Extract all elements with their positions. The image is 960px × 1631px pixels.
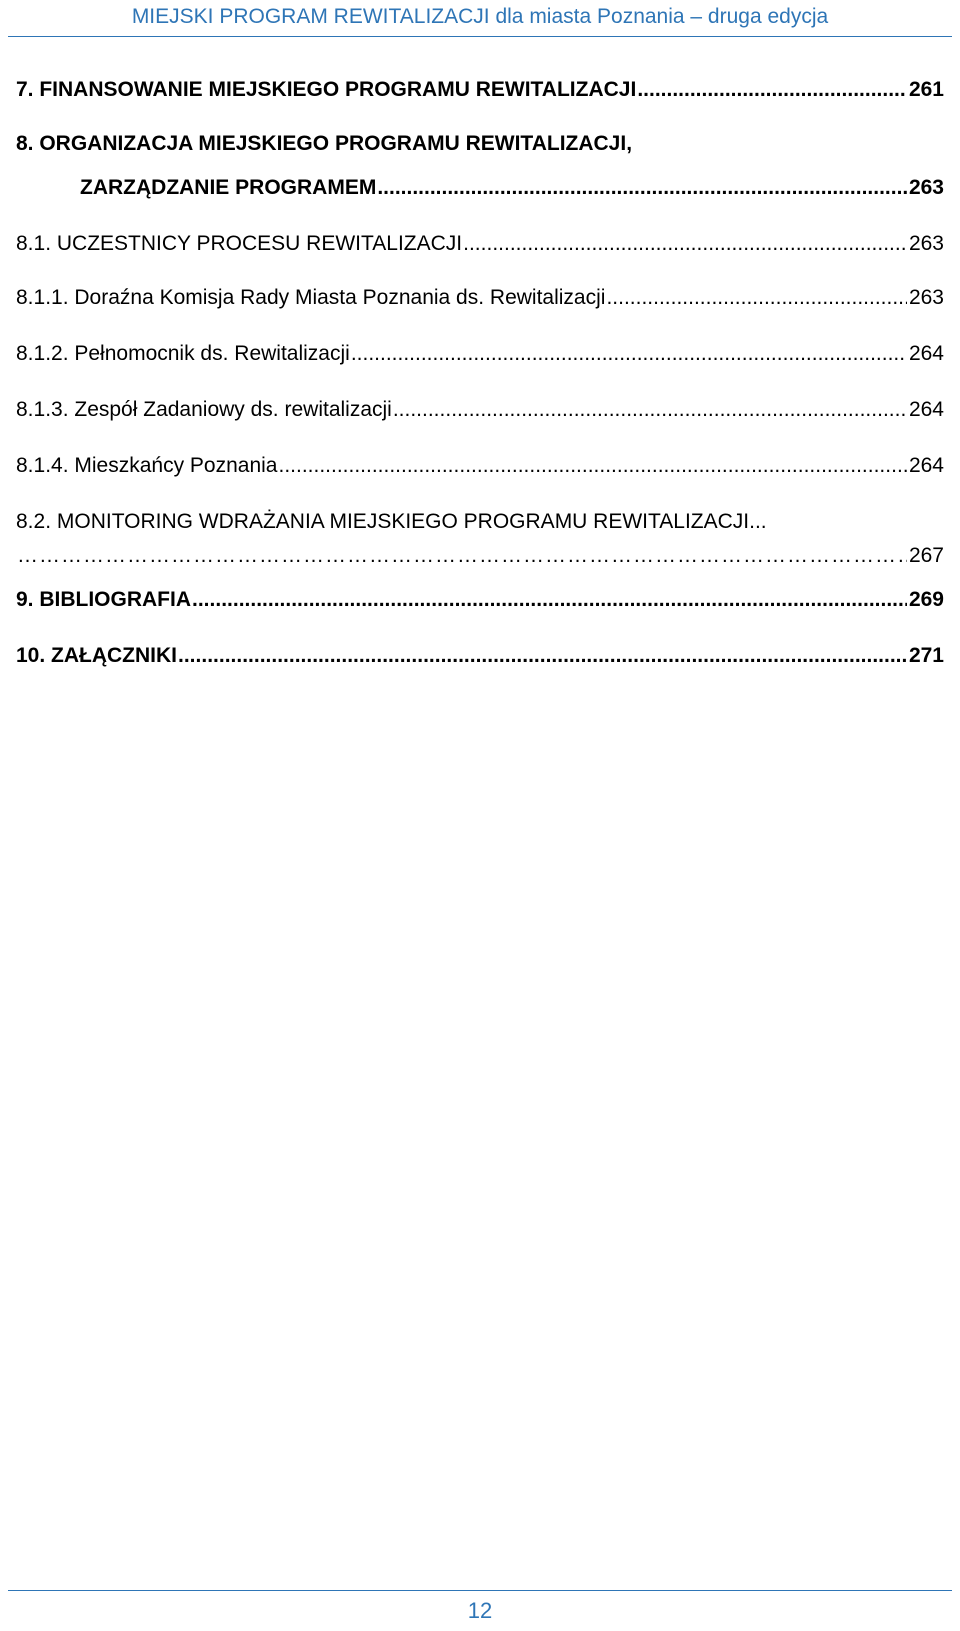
toc-entry-page: 261	[908, 78, 944, 101]
toc-entry-page: 263	[908, 232, 944, 255]
dot-leader	[17, 540, 907, 572]
toc-entry-8-continued[interactable]	[80, 172, 944, 204]
toc-entry-9[interactable]	[16, 584, 944, 616]
toc-entry-8-1-3[interactable]	[16, 394, 944, 426]
header-title: MIEJSKI PROGRAM REWITALIZACJI dla miasta Poznania – druga edycja	[131, 5, 829, 28]
dot-leader	[278, 450, 906, 482]
toc-entry-page: 263	[908, 176, 944, 199]
dot-leader	[463, 228, 907, 260]
dot-leader	[192, 584, 907, 616]
toc-entry-page: 267	[908, 544, 944, 567]
toc-entry-page: 264	[908, 454, 944, 477]
toc-entry-7[interactable]	[16, 74, 944, 106]
toc-entry-label: ZARZĄDZANIE PROGRAMEM	[80, 176, 377, 199]
toc-entry-page: 263	[908, 286, 944, 309]
toc-entry-8-2-continued[interactable]	[16, 540, 944, 572]
toc-entry-label: 8.1. UCZESTNICY PROCESU REWITALIZACJI	[16, 232, 463, 255]
toc-entry-10[interactable]	[16, 640, 944, 672]
dot-leader	[377, 172, 907, 204]
toc-entry-label: 8.1.1. Doraźna Komisja Rady Miasta Poznania ds. Rewitalizacji	[16, 286, 606, 309]
toc-entry-8-1-1[interactable]	[16, 282, 944, 314]
toc-entry-label: 8.1.3. Zespół Zadaniowy ds. rewitalizacji	[16, 398, 392, 421]
toc-entry-label: 8. ORGANIZACJA MIEJSKIEGO PROGRAMU REWITALIZACJI,	[16, 132, 633, 155]
page-footer	[8, 1590, 952, 1631]
toc-entry-page: 269	[908, 588, 944, 611]
toc-entry-label: 8.1.2. Pełnomocnik ds. Rewitalizacji	[16, 342, 350, 365]
toc-entry-page: 264	[908, 398, 944, 421]
toc-entry-8[interactable]	[16, 128, 944, 160]
dot-leader	[178, 640, 907, 672]
toc-entry-label: 10. ZAŁĄCZNIKI	[16, 644, 178, 667]
dot-leader	[351, 338, 907, 370]
dot-leader	[637, 74, 907, 106]
toc-entry-label: 7. FINANSOWANIE MIEJSKIEGO PROGRAMU REWITALIZACJI	[16, 78, 637, 101]
toc-entry-8-1-4[interactable]	[16, 450, 944, 482]
dot-leader	[606, 282, 907, 314]
page-number: 12	[467, 1598, 493, 1623]
toc-entry-8-1[interactable]	[16, 228, 944, 260]
toc-entry-label: 9. BIBLIOGRAFIA	[16, 588, 192, 611]
toc-entry-8-1-2[interactable]	[16, 338, 944, 370]
toc-entry-page: 271	[908, 644, 944, 667]
toc-entry-page: 264	[908, 342, 944, 365]
toc-entry-label: 8.2. MONITORING WDRAŻANIA MIEJSKIEGO PROGRAMU REWITALIZACJI...	[16, 510, 767, 533]
page-header	[8, 0, 952, 37]
toc-entry-8-2[interactable]	[16, 506, 944, 538]
toc-entry-label: 8.1.4. Mieszkańcy Poznania	[16, 454, 278, 477]
dot-leader	[393, 394, 907, 426]
